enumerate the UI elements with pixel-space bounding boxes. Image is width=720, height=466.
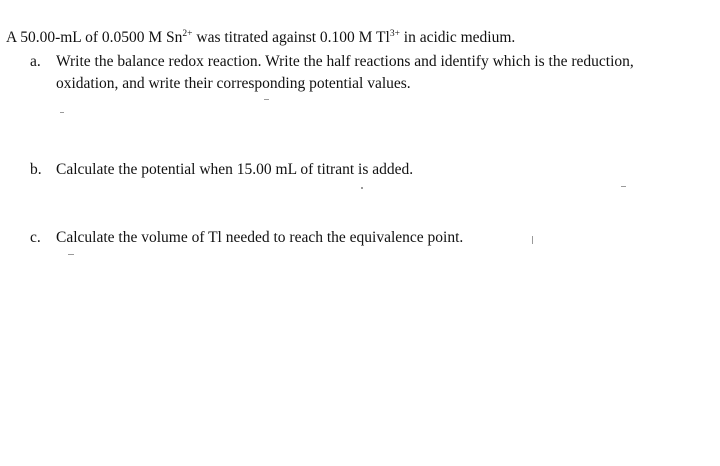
scan-speck <box>621 186 626 187</box>
intro-text-2: was titrated against 0.100 M Tl <box>192 29 390 46</box>
scan-speck <box>532 236 533 244</box>
tin-charge: 2+ <box>182 29 193 39</box>
question-c <box>30 228 463 248</box>
thallium-charge: 3+ <box>389 29 400 39</box>
intro-text-3: in acidic medium. <box>399 29 516 46</box>
question-b-text: Calculate the potential when 15.00 mL of titrant is added. <box>56 161 414 178</box>
question-b <box>30 160 413 180</box>
question-b-marker: b. <box>30 161 42 178</box>
question-a-text-line2: oxidation, and write their corresponding potential values. <box>56 75 411 92</box>
question-a-marker: a. <box>30 53 41 70</box>
scan-speck <box>68 254 74 255</box>
scan-speck <box>264 99 269 100</box>
scan-speck <box>361 187 363 189</box>
question-a <box>30 52 634 72</box>
question-a-text-line1: Write the balance redox reaction. Write the half reactions and identify which is the reduction, <box>56 53 634 70</box>
question-c-marker: c. <box>30 229 41 246</box>
question-a-continued <box>56 74 411 94</box>
intro-text-1: A 50.00-mL of 0.0500 M Sn <box>6 29 183 46</box>
question-c-text: Calculate the volume of Tl needed to reach the equivalence point. <box>56 229 464 246</box>
problem-statement <box>6 28 515 48</box>
scan-speck <box>60 112 64 113</box>
